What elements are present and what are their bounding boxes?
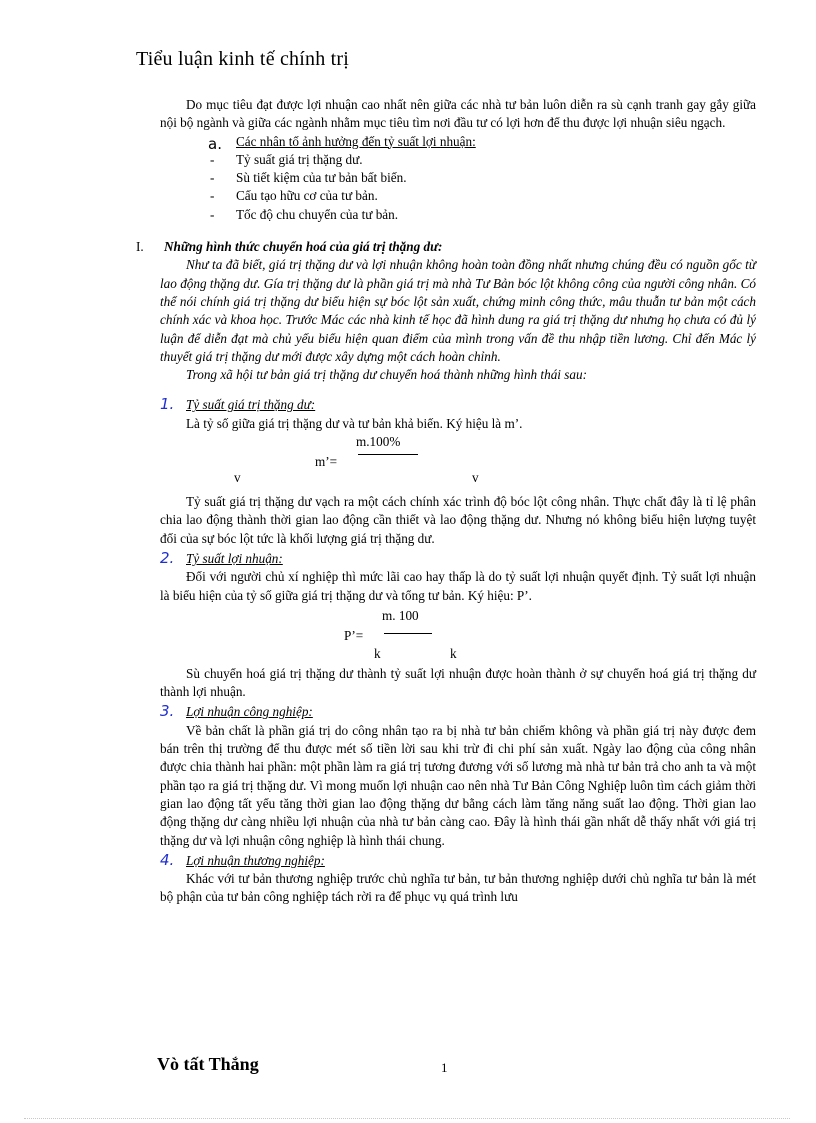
explanation-paragraph: Khác với tư bản thương nghiệp trước chủ nghĩa tư bản, tư bản thương nghiệp dưới chủ nghĩa tư bản là mét bộ phận của tư bản công nghiệp tách rời ra để phục vụ quá trình lưu — [160, 871, 756, 905]
item-number: 3. — [160, 702, 175, 721]
formula-numerator: m.100% — [356, 434, 401, 450]
dash-bullet: - — [210, 151, 215, 167]
list-item — [160, 206, 756, 224]
fraction-bar — [358, 454, 418, 455]
page-bottom-divider — [24, 1118, 790, 1119]
factor-item: Cấu tạo hữu cơ của tư bản. — [236, 188, 378, 204]
formula-numerator: m. 100 — [382, 607, 419, 623]
item-title: Tỷ suất giá trị thặng dư: — [186, 397, 316, 413]
list-item — [160, 169, 756, 187]
section-paragraph: Như ta đã biết, giá trị thặng dư và lợi nhuận không hoàn toàn đồng nhất nhưng chúng đều có nguồn gốc từ lao động thặng dư. Gía trị thặng dư là phần giá trị mà nhà Tư Bản bóc lột không công của người công nhân. Có thể nói chính giá trị thặng dư biểu hiện sự bóc lột sản xuất, chứng minh công thức, mâu thuẫn tư bản một cách chính xác và khoa học. Trước Mác các nhà kinh tế học đã hình dung ra giá trị thặng dư nhưng họ chưa có đủ lý luận để diễn đạt mà chủ yếu biểu hiện quan điểm của mình trong vấn đề thu nhập tiền lương. Chỉ đến Mác lý thuyết giá trị thặng dư mới được xây dựng một cách hoàn chỉnh. — [160, 257, 756, 364]
numbered-heading — [160, 852, 756, 870]
item-title: Tỷ suất lợi nhuận: — [186, 550, 283, 566]
definition-paragraph: Là tỷ số giữa giá trị thặng dư và tư bản khả biến. Ký hiệu là m’. — [186, 415, 523, 431]
explanation-paragraph: Về bản chất là phần giá trị do công nhân tạo ra bị nhà tư bản chiếm không và phần giá trị này được đem bán trên thị trường để thu được mét số tiền lời sau khi trừ đi chi phí sản xuất. Ngày lao động của công nhân được chia thành hai phần: một phần làm ra giá trị tương đương với số lương mà nhà tư bản trả cho anh ta và một phần tạo ra giá trị thặng dư. Vì mong muốn lợi nhuận cao nên nhà Tư Bản Công Nghiệp luôn tìm cách giảm thời gian lao động tất yếu tăng thời gian lao động thặng dư bằng cách làm tăng năng suất lao động. Thời gian lao động thặng dư càng nhiều lợi nhuận của nhà tư bản càng cao. Đây là hình thái gần nhất dễ thấy nhất với giá trị thặng dư và lợi nhuận công nghiệp là hình thái chung. — [160, 722, 756, 848]
section-title: Những hình thức chuyển hoá của giá trị thặng dư: — [164, 239, 443, 255]
formula-denominator: k — [450, 645, 457, 661]
list-item — [160, 187, 756, 205]
definition-paragraph: Đối với người chủ xí nghiệp thì mức lãi cao hay thấp là do tỷ suất lợi nhuận quyết định. Tỷ suất lợi nhuận là biểu hiện của tỷ số giữa giá trị thặng dư và tổng tư bản. Ký hiệu: P’. — [160, 569, 756, 603]
dash-bullet: - — [210, 170, 215, 186]
factor-item: Tốc độ chu chuyển của tư bản. — [236, 206, 399, 222]
factor-item: Sù tiết kiệm của tư bản bất biến. — [236, 170, 407, 186]
dash-bullet: - — [210, 206, 215, 222]
section-heading — [136, 238, 756, 256]
explanation-paragraph: Sù chuyển hoá giá trị thặng dư thành tỷ suất lợi nhuận được hoàn thành ở sự chuyển hoá giá trị thặng dư thành lợi nhuận. — [160, 665, 756, 700]
factors-heading-row — [160, 133, 756, 151]
formula-denominator: v — [472, 470, 479, 486]
numbered-heading — [160, 396, 756, 414]
numbered-heading — [160, 550, 756, 568]
footer-author: Vò tất Thắng — [157, 1054, 259, 1074]
formula-lhs: m’= — [315, 454, 338, 470]
list-marker-a: a. — [208, 134, 222, 153]
formula-lhs: P’= — [344, 627, 364, 643]
page-number: 1 — [441, 1060, 448, 1075]
dash-bullet: - — [210, 188, 215, 204]
section-number: I. — [136, 239, 144, 255]
formula-m-prime — [160, 433, 756, 493]
numbered-heading — [160, 703, 756, 721]
item-number: 2. — [160, 548, 175, 567]
intro-paragraph: Do mục tiêu đạt được lợi nhuận cao nhất nên giữa các nhà tư bản luôn diễn ra sù cạnh tranh gay gắy giữa nội bộ ngành và giữa các ngành nhằm mục tiêu tìm nơi đầu tư có lợi hơn để thu được lợi nhuận siêu ngạch. — [160, 97, 756, 131]
item-title: Lợi nhuận thương nghiệp: — [186, 852, 325, 868]
formula-denominator: v — [234, 470, 241, 486]
factor-item: Tỷ suất giá trị thặng dư. — [236, 151, 363, 167]
item-number: 1. — [160, 395, 175, 414]
fraction-bar — [384, 633, 432, 634]
list-item — [160, 151, 756, 169]
page-header-title: Tiểu luận kinh tế chính trị — [136, 48, 349, 70]
item-title: Lợi nhuận công nghiệp: — [186, 704, 313, 720]
explanation-paragraph: Tỷ suất giá trị thặng dư vạch ra một cách chính xác trình độ bóc lột công nhân. Thực chất đây là tỉ lệ phân chia lao động thành thời gian lao động cần thiết và lao động thặng dư. Nhưng nó không biểu hiện lượng tuyệt đối của sự bóc lột tức là khối lượng giá trị thặng dư. — [160, 494, 756, 546]
document-body — [136, 96, 756, 907]
item-number: 4. — [160, 850, 175, 869]
formula-denominator: k — [374, 645, 381, 661]
factors-heading: Các nhân tố ảnh hưởng đến tỷ suất lợi nhuận: — [236, 133, 476, 149]
section-paragraph: Trong xã hội tư bản giá trị thặng dư chuyển hoá thành những hình thái sau: — [186, 367, 587, 383]
formula-p-prime — [160, 605, 756, 665]
